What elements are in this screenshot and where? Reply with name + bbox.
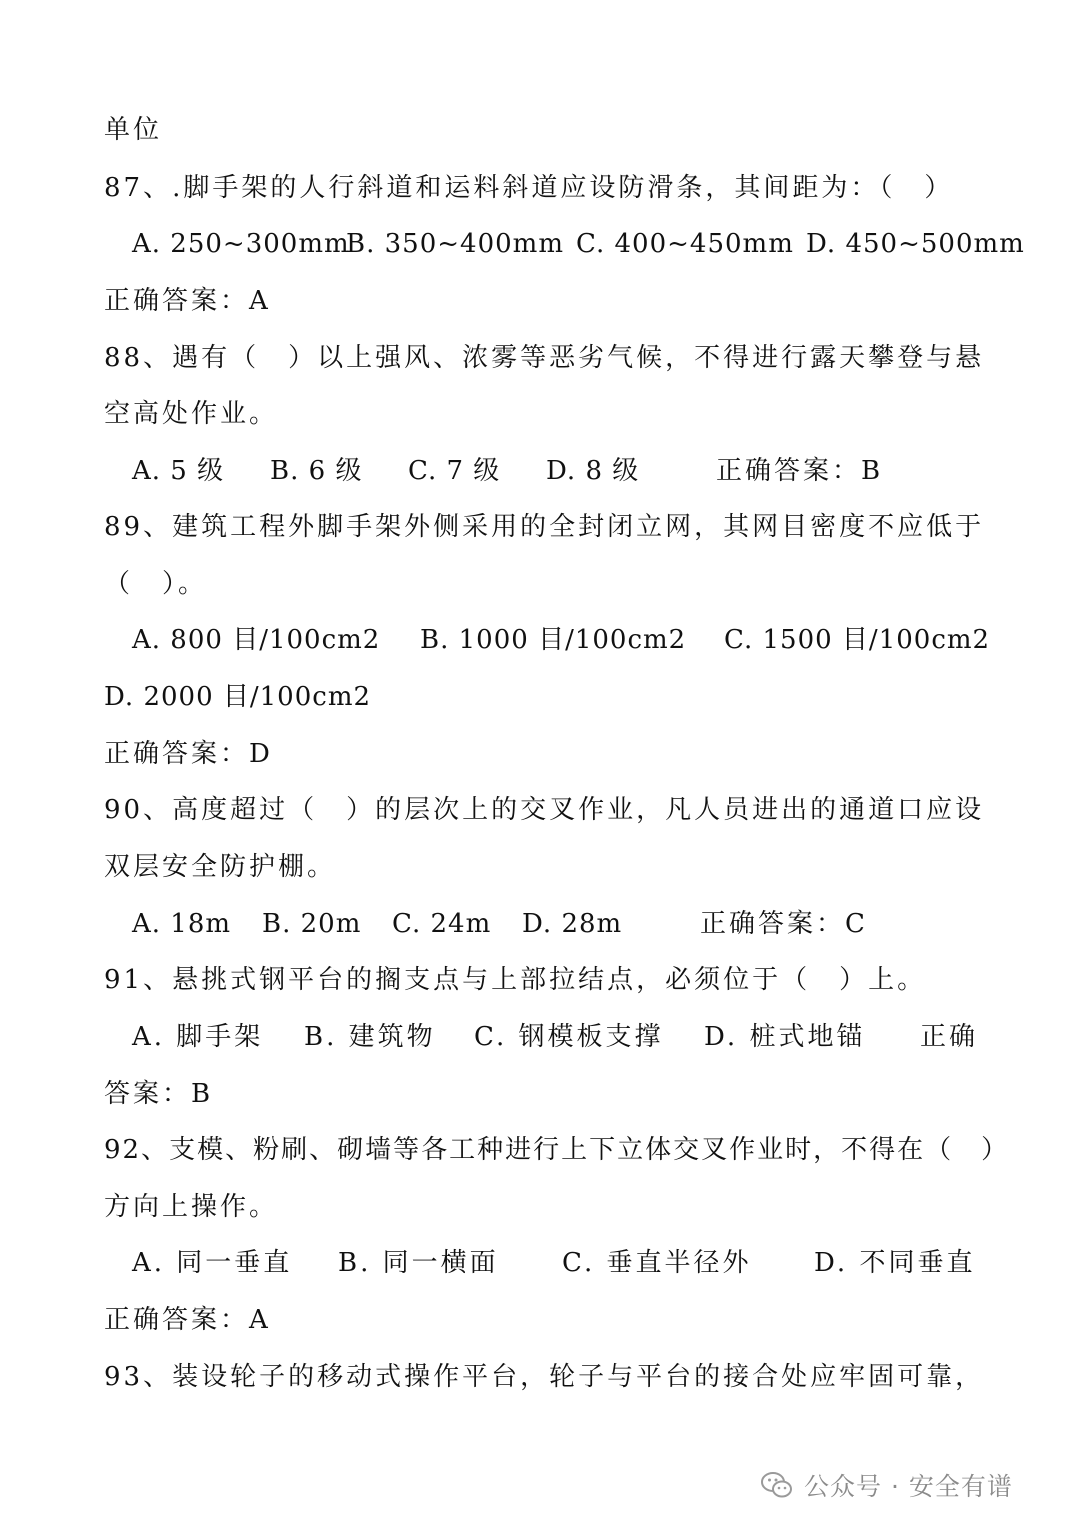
q91-answer: 答案：B — [104, 1079, 214, 1109]
q89-option-a: A. 800 目/100cm2 — [132, 625, 381, 655]
q92-option-b: B. 同一横面 — [338, 1248, 499, 1278]
question-87: 87、.脚手架的人行斜道和运料斜道应设防滑条，其间距为：（ ） — [104, 173, 954, 203]
question-89-cont: （ ）。 — [104, 569, 208, 599]
q91-answer-start: 正确 — [920, 1022, 979, 1052]
q87-option-a: A. 250~300mm — [132, 229, 350, 259]
q92-option-d: D. 不同垂直 — [814, 1248, 976, 1278]
q89-option-c: C. 1500 目/100cm2 — [724, 625, 991, 655]
q87-option-b: B. 350~400mm — [346, 229, 564, 259]
q91-option-a: A. 脚手架 — [132, 1022, 264, 1052]
q92-answer: 正确答案：A — [104, 1305, 271, 1335]
text-line: 单位 — [104, 115, 163, 145]
q87-option-c: C. 400~450mm — [576, 229, 794, 259]
question-90: 90、高度超过（ ）的层次上的交叉作业，凡人员进出的通道口应设 — [104, 795, 985, 825]
q90-option-c: C. 24m — [392, 909, 492, 939]
q92-option-a: A. 同一垂直 — [132, 1248, 293, 1278]
question-88-cont: 空高处作业。 — [104, 399, 279, 429]
q88-option-b: B. 6 级 — [270, 456, 363, 486]
question-93: 93、装设轮子的移动式操作平台，轮子与平台的接合处应牢固可靠， — [104, 1362, 985, 1392]
q91-option-b: B. 建筑物 — [304, 1022, 436, 1052]
q89-option-d: D. 2000 目/100cm2 — [104, 682, 372, 712]
q87-option-d: D. 450~500mm — [806, 229, 1025, 259]
q90-answer: 正确答案：C — [700, 909, 868, 939]
watermark — [760, 1465, 1013, 1505]
q90-option-a: A. 18m — [132, 909, 232, 939]
q88-answer: 正确答案：B — [716, 456, 884, 486]
q91-option-c: C. 钢模板支撑 — [474, 1022, 664, 1052]
question-89: 89、建筑工程外脚手架外侧采用的全封闭立网，其网目密度不应低于 — [104, 512, 985, 542]
q88-option-d: D. 8 级 — [546, 456, 640, 486]
q90-option-b: B. 20m — [262, 909, 362, 939]
q88-option-a: A. 5 级 — [132, 456, 225, 486]
question-91: 91、悬挑式钢平台的搁支点与上部拉结点，必须位于（ ）上。 — [104, 965, 927, 995]
q87-answer: 正确答案：A — [104, 286, 271, 316]
question-92-cont: 方向上操作。 — [104, 1192, 279, 1222]
wechat-icon — [760, 1468, 794, 1502]
question-90-cont: 双层安全防护棚。 — [104, 852, 337, 882]
q90-option-d: D. 28m — [522, 909, 623, 939]
question-92: 92、支模、粉刷、砌墙等各工种进行上下立体交叉作业时，不得在（ ） — [104, 1135, 1010, 1165]
q92-option-c: C. 垂直半径外 — [562, 1248, 752, 1278]
watermark-text: 公众号 · 安全有谱 — [804, 1472, 1013, 1501]
q91-option-d: D. 桩式地锚 — [704, 1022, 866, 1052]
q89-answer: 正确答案：D — [104, 739, 273, 769]
q89-option-b: B. 1000 目/100cm2 — [420, 625, 687, 655]
question-88: 88、遇有（ ）以上强风、浓雾等恶劣气候，不得进行露天攀登与悬 — [104, 343, 985, 373]
q88-option-c: C. 7 级 — [408, 456, 501, 486]
